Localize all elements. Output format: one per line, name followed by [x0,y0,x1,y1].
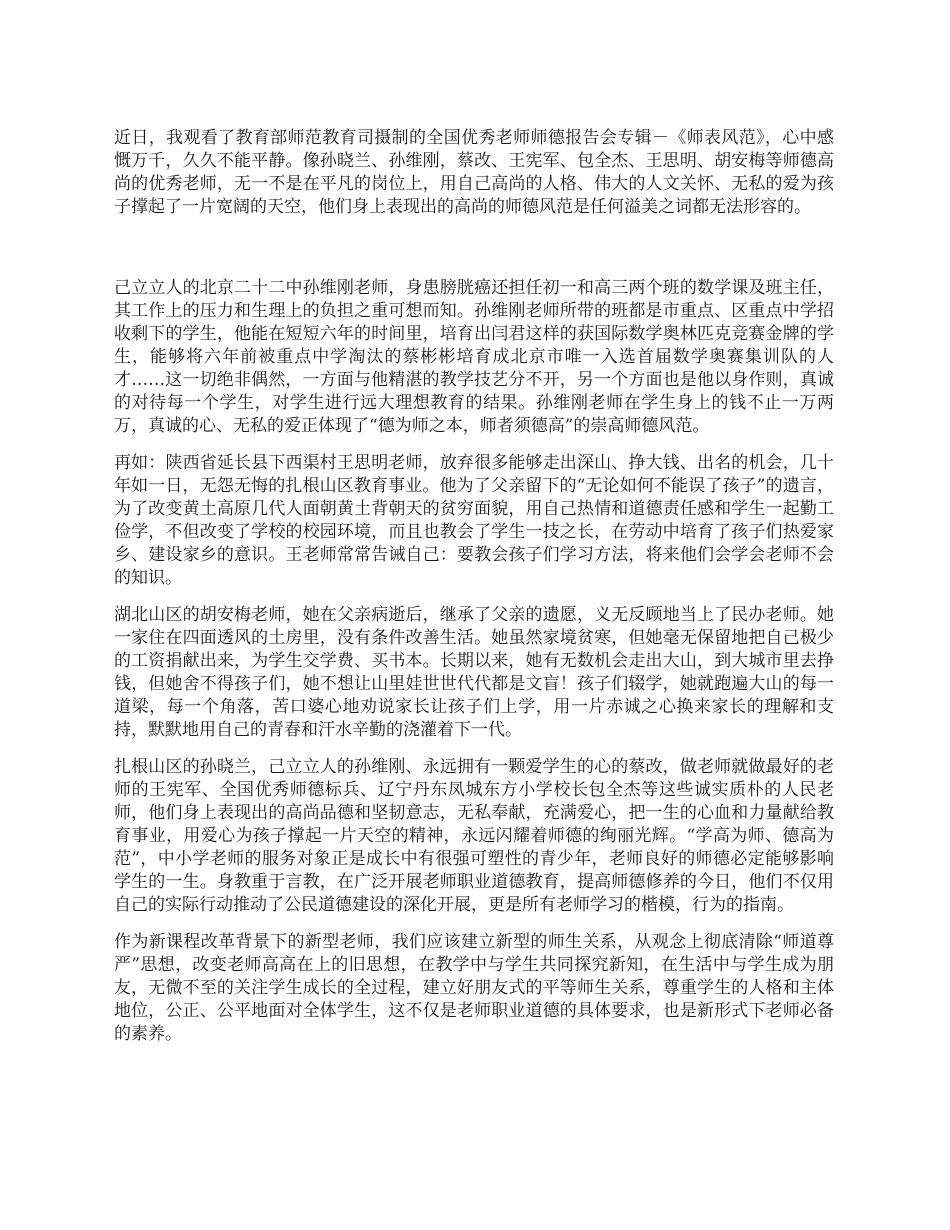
paragraph-summary: 扎根山区的孙晓兰，己立立人的孙维刚、永远拥有一颗爱学生的心的蔡改，做老师就做最好的老师的王宪军、全国优秀师德标兵、辽宁丹东凤城东方小学校长包全杰等这些诚实质朴的人民老师，他们身上表现出的高尚品德和坚韧意志，无私奉献，充满爱心，把一生的心血和力量献给教育事业，用爱心为孩子撑起一片天空的精神，永远闪耀着师德的绚丽光辉。“学高为师、德高为范”，中小学老师的服务对象正是成长中有很强可塑性的青少年，老师良好的师德必定能够影响学生的一生。身教重于言教，在广泛开展老师职业道德教育，提高师德修养的今日，他们不仅用自己的实际行动推动了公民道德建设的深化开展，更是所有老师学习的楷模，行为的指南。 [114,757,834,915]
paragraph-sun-weigang: 己立立人的北京二十二中孙维刚老师，身患膀胱癌还担任初一和高三两个班的数学课及班主任，其工作上的压力和生理上的负担之重可想而知。孙维刚老师所带的班都是市重点、区重点中学招收剩下的学生，他能在短短六年的时间里，培育出闫君这样的获国际数学奥林匹克竞赛金牌的学生，能够将六年前被重点中学淘汰的蔡彬彬培育成北京市唯一入选首届数学奥赛集训队的人才……这一切绝非偶然，一方面与他精湛的教学技艺分不开，另一个方面也是他以身作则，真诚的对待每一个学生，对学生进行远大理想教育的结果。孙维刚老师在学生身上的钱不止一万两万，真诚的心、无私的爱正体现了“德为师之本，师者须德高”的崇高师德风范。 [114,278,834,436]
document-body [114,127,834,1060]
paragraph-wang-siming: 再如：陕西省延长县下西渠村王思明老师，放弃很多能够走出深山、挣大钱、出名的机会，几十年如一日，无怨无悔的扎根山区教育事业。他为了父亲留下的“无论如何不能误了孩子”的遗言，为了改变黄土高原几代人面朝黄土背朝天的贫穷面貌，用自己热情和道德责任感和学生一起勤工俭学，不但改变了学校的校园环境，而且也教会了学生一技之长，在劳动中培育了孩子们热爱家乡、建设家乡的意识。王老师常常告诫自己：要教会孩子们学习方法，将来他们会学会老师不会的知识。 [114,453,834,588]
paragraph-conclusion: 作为新课程改革背景下的新型老师，我们应该建立新型的师生关系，从观念上彻底清除“师道尊严”思想，改变老师高高在上的旧思想，在教学中与学生共同探究新知，在生活中与学生成为朋友，无微不至的关注学生成长的全过程，建立好朋友式的平等师生关系，尊重学生的人格和主体地位，公正、公平地面对全体学生，这不仅是老师职业道德的具体要求，也是新形式下老师必备的素养。 [114,932,834,1044]
paragraph-intro: 近日，我观看了教育部师范教育司摄制的全国优秀老师师德报告会专辑－《师表风范》，心中感慨万千，久久不能平静。像孙晓兰、孙维刚，蔡改、王宪军、包全杰、王思明、胡安梅等师德高尚的优秀老师，无一不是在平凡的岗位上，用自己高尚的人格、伟大的人文关怀、无私的爱为孩子撑起了一片宽阔的天空，他们身上表现出的高尚的师德风范是任何溢美之词都无法形容的。 [114,128,834,217]
paragraph-hu-anmei: 湖北山区的胡安梅老师，她在父亲病逝后，继承了父亲的遗愿，义无反顾地当上了民办老师。她一家住在四面透风的土房里，没有条件改善生活。她虽然家境贫寒，但她毫无保留地把自己极少的工资捐献出来，为学生交学费、买书本。长期以来，她有无数机会走出大山，到大城市里去挣钱，但她舍不得孩子们，她不想让山里娃世世代代都是文盲！孩子们辍学，她就跑遍大山的每一道梁，每一个角落，苦口婆心地劝说家长让孩子们上学，用一片赤诚之心换来家长的理解和支持，默默地用自己的青春和汗水辛勤的浇灌着下一代。 [114,605,834,740]
